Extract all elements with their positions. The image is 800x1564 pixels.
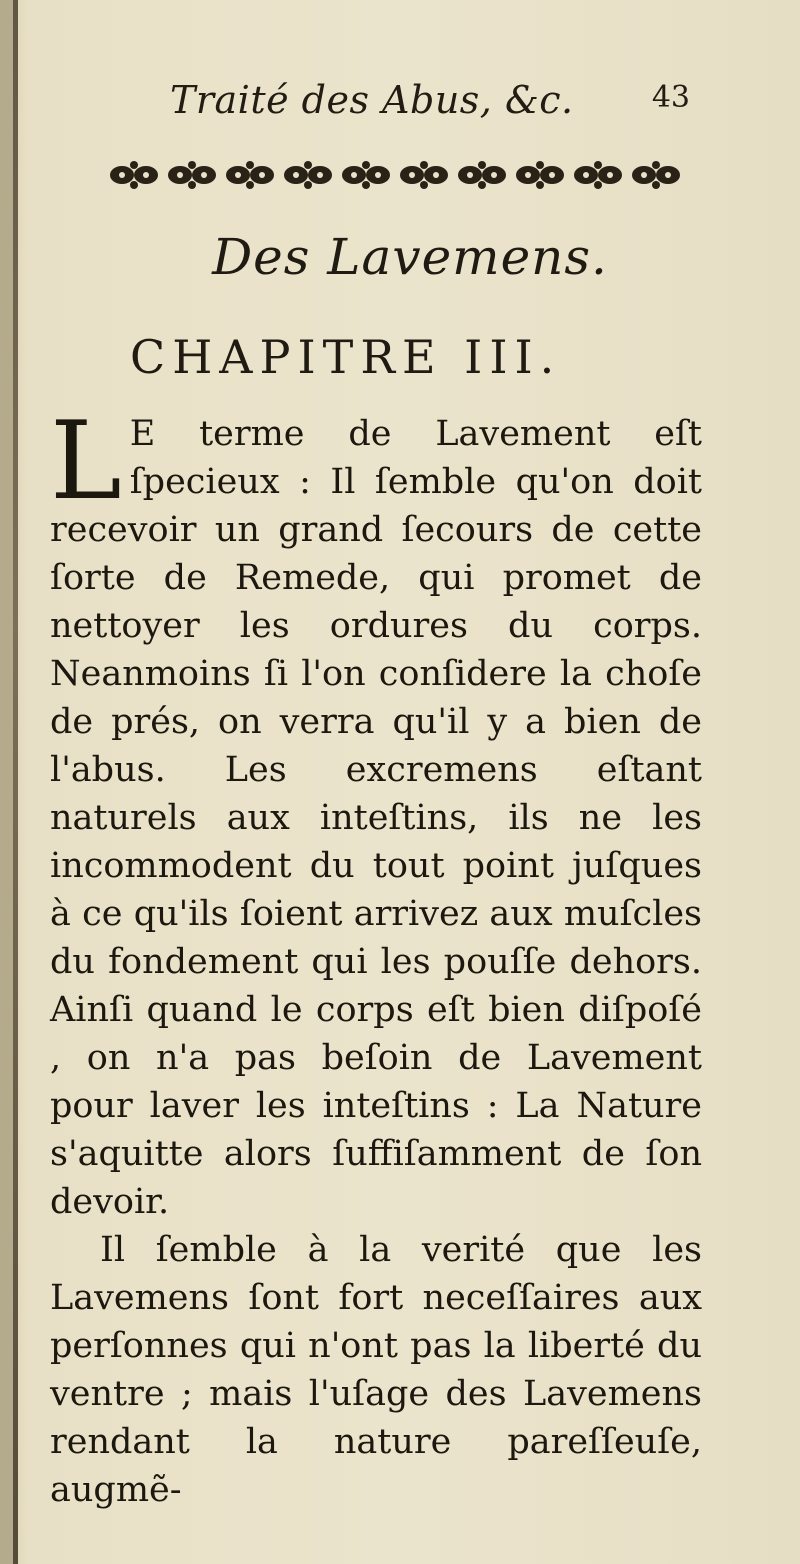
chapter-heading: CHAPITRE III. <box>130 330 562 384</box>
running-head <box>170 70 690 130</box>
ornament-unit <box>110 161 158 189</box>
headpiece-ornament <box>108 158 690 192</box>
paragraph-2: Il ſemble à la verité que les Lavemens ſont fort neceſſaires aux perſonnes qui n'ont pas la liberté du ventre ; mais l'uſage des Lavemens rendant la nature pareſſeuſe, augmẽ- <box>50 1230 702 1510</box>
running-title: Traité des Abus, &c. <box>170 78 574 122</box>
page-number: 43 <box>651 80 690 115</box>
body-text <box>50 399 702 1514</box>
section-title: Des Lavemens. <box>212 228 608 286</box>
paragraph-1: LE terme de Lavement eſt ſpecieux : Il ſemble qu'on doit recevoir un grand ſecours de cette ſorte de Remede, qui promet de nettoyer les ordures du corps. Neanmoins ſi l'on conſidere la choſe de prés, on verra qu'il y a bien de l'abus. Les excremens eſtant naturels aux inteſtins, ils ne les incommodent du tout point juſques à ce qu'ils ſoient arrivez aux muſcles du fondement qui les pouſſe dehors. Ainſi quand le corps eſt bien diſpoſé , on n'a pas beſoin de Lavement pour laver les inteſtins : La Nature s'aquitte alors ſuffiſamment de ſon devoir. <box>50 399 702 1222</box>
